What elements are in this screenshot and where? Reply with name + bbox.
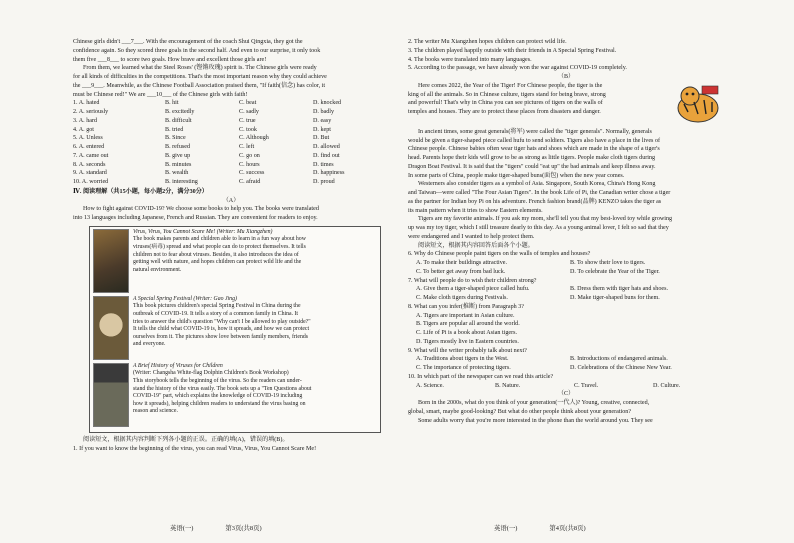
option: 8. A. seconds (73, 161, 106, 168)
question-block (408, 347, 724, 373)
cloze-line: confidence again. So they scored three goals in the second half. And even to our surprise, it only took (73, 47, 321, 54)
cloze-line: them five ___8___ to score two goals. How brave and excellent those girls are! (73, 56, 267, 63)
passage-line: Born in the 2000s, what do you think of your generation(一代人)? Young, creative, connected, (418, 400, 650, 406)
intro-line: How to fight against COVID-19? We choose some books to help you. The books were translated (83, 206, 319, 213)
option: D. easy (313, 117, 332, 124)
option: 9. A. standard (73, 170, 107, 177)
passage-line: head. Parents hope their kids will grow to be as strong as little tigers. People make cloth tigers during (408, 155, 656, 161)
option: D. Culture. (653, 382, 681, 389)
book-line: children not to fear about viruses. Besides, it also introduces the idea of (133, 251, 299, 258)
option: B. hit (165, 100, 179, 107)
page-footer-left: 英语(一) 第3页(共8页) (170, 525, 262, 532)
option: D. Tigers mostly live in Eastern countries. (416, 338, 519, 345)
passage-line: In ancient times, some great generals(将军) were called the "tiger generals". Normally, generals (418, 128, 652, 135)
option: B. Tigers are popular all around the world. (416, 321, 520, 328)
option: C. hours (239, 161, 260, 168)
option: D. knocked (313, 100, 342, 107)
book-cover-image (93, 296, 129, 360)
cloze-line: the ___9___. Meanwhile, as the Chinese Football Association praised them, "If faith(信念) has color, it (73, 82, 326, 89)
book-line: viruses(病毒) spread and what people can do to protect themselves. It tells (133, 243, 306, 250)
passage-line: king of all the animals. So in Chinese culture, tigers stand for being brave, strong (408, 91, 606, 98)
cloze-options (73, 99, 389, 187)
option-row (73, 99, 389, 108)
tiger-illustration (672, 82, 724, 126)
option: B. excitedly (165, 109, 195, 115)
passage-line: Westerners also consider tigers as a symbol of Asia. Singapore, South Korea, China's Hong Kong (418, 181, 656, 188)
book-line: COVID-19" part, which explains the knowledge of COVID-19 including (133, 393, 303, 400)
book-entry (93, 229, 377, 293)
option: C. sadly (239, 109, 259, 115)
passage-line: Chinese people. Chinese babies often wear tiger hats and shoes which are made in the shape of a tiger's (408, 146, 660, 153)
passage-line: up was my toy tiger, which I still treasure dearly to this day. As a young animal lover, I felt so sad that they (408, 225, 669, 231)
option: A. Give them a tiger-shaped piece called hufu. (416, 286, 530, 293)
cloze-passage (73, 38, 389, 99)
option: 6. A. entered (73, 144, 105, 150)
option-row (73, 143, 389, 152)
right-page (408, 38, 724, 425)
question: 7. What will people do to wish their children strong? (408, 277, 537, 284)
book-line: The book makes parents and children able to learn in a fun way about how (133, 236, 306, 243)
passage-b (408, 82, 724, 242)
option: D. badly (313, 109, 334, 115)
passage-line: as the partner for Indian boy Pi on his adventure. French fashion brand(品牌) KENZO takes the tiger as (408, 198, 662, 205)
option-row (73, 126, 389, 135)
option: 7. A. came out (73, 152, 109, 159)
cloze-line: Chinese girls didn't ___7___. With the encouragement of the coach Shui Qingxia, they got the (73, 39, 303, 45)
book-title: Virus, Virus, You Cannot Scare Me! (Writer: Mu Xiangzhen) (133, 228, 273, 235)
option: C. Life of Pi is a book about Asian tigers. (416, 330, 518, 336)
book-line: This storybook tells the beginning of the virus. So the readers can under- (133, 377, 302, 384)
option: C. true (239, 117, 256, 124)
section-label: （C） (557, 391, 575, 398)
option-row (73, 117, 389, 126)
left-page (73, 38, 389, 453)
option: 3. A. hard (73, 117, 98, 124)
book-entry (93, 363, 377, 427)
option: C. Although (239, 135, 269, 142)
option: B. Dress them with tiger hats and shoes. (570, 286, 668, 293)
option: B. Since (165, 135, 186, 142)
passage-line: In some parts of China, people make tiger-shaped buns(面包) when the new year comes. (408, 172, 625, 179)
question: 6. Why do Chinese people paint tigers on the walls of temples and houses? (408, 251, 591, 258)
section-label: （A） (222, 197, 240, 204)
statement: 2. The writer Mu Xiangzhen hopes children can protect wild life. (408, 39, 567, 45)
passage-line: its main pattern when it tries to show Eastern elements. (408, 207, 543, 214)
page-footer-right: 英语(一) 第4页(共8页) (494, 525, 586, 532)
passage-line: Some adults worry that you're more interested in the phone than the world around you. They see (418, 417, 653, 424)
option-row (73, 108, 389, 117)
option: C. go on (239, 152, 260, 159)
option: D. To celebrate the Year of the Tiger. (570, 268, 660, 275)
option: A. To make their buildings attractive. (416, 260, 508, 266)
option: A. Tigers are important in Asian culture. (416, 312, 515, 319)
option-row (73, 134, 389, 143)
option: 1. A. hated (73, 100, 100, 107)
question-block (408, 277, 724, 303)
section-label: （B） (557, 74, 575, 80)
passage-line: global, smart, maybe good-looking? But what do other people think about your generation? (408, 408, 632, 415)
passage-line: Tigers are my favorite animals. If you ask my mom, she'll tell you that my best-loved toy while growing (418, 216, 673, 223)
passage-line: temples and houses. They are to protect these places from disasters and danger. (408, 109, 601, 115)
option: A. Traditions about tigers in the West. (416, 356, 509, 363)
option: C. Make cloth tigers during Festivals. (416, 295, 508, 301)
option: B. minutes (165, 161, 192, 168)
option: D. Make tiger-shaped buns for them. (570, 295, 660, 301)
book-line: (Writer: Changsha White-flag Dolphin Children's Book Workshop) (133, 370, 289, 377)
option: B. Nature. (495, 382, 521, 389)
question: 1. If you want to know the beginning of the virus, you can read Virus, Virus, You Cannot Scare Me! (73, 445, 317, 452)
passage-line: would be given a tiger-shaped piece called hufu to send soldiers. Tigers also have a place in the lives of (408, 137, 661, 144)
passage-line: and powerful! That's why in China you can see pictures of tigers on the walls of (408, 100, 603, 107)
option: 2. A. seriously (73, 109, 109, 115)
passage-line: and Taiwan—were called "The Four Asian Tigers". In the book Life of Pi, the Canadian writer chose a tiger (408, 190, 671, 196)
option: B. difficult (165, 117, 192, 124)
option: C. afraid (239, 179, 261, 185)
section-title: Ⅳ. 阅读理解（共15小题，每小题2分，满分30分） (73, 188, 208, 195)
option: C. beat (239, 100, 257, 107)
question-block (408, 373, 724, 391)
option: C. To better get away from bad luck. (416, 268, 506, 275)
option: B. wealth (165, 170, 189, 177)
option-row (73, 178, 389, 187)
book-title: A Brief History of Viruses for Children (133, 362, 223, 369)
option: B. interesting (165, 179, 198, 185)
question: 8. What can you infer(推断) from Paragraph 3? (408, 303, 524, 310)
book-line: stand the history of the virus easily. The book sets up a "Ten Questions about (133, 385, 312, 392)
book-list-box (89, 226, 381, 433)
intro-line: into 13 languages including Japanese, French and Russian. They are convenient for readers to enjoy. (73, 215, 318, 221)
option: C. success (239, 170, 265, 177)
option: 10. A. worried (73, 179, 109, 185)
option: C. took (239, 126, 257, 133)
book-line: and everyone. (133, 341, 166, 348)
book-line: This book pictures children's special Spring Festival in China during the (133, 303, 301, 310)
option: 4. A. got (73, 126, 94, 133)
question: 9. What will the writer probably talk about next? (408, 347, 527, 354)
option: A. Science. (416, 382, 444, 389)
option-row (73, 169, 389, 178)
option: D. kept (313, 126, 331, 133)
option: D. Celebrations of the Chinese New Year. (570, 365, 672, 371)
option: D. times (313, 161, 334, 168)
book-line: outbreak of COVID-19. It tells a story of a common family in China. It (133, 310, 299, 317)
option: D. allowed (313, 144, 340, 150)
book-line: It tells the child what COVID-19 is, how it spreads, and how we can protect (133, 326, 310, 333)
option-row (73, 152, 389, 161)
option: C. left (239, 144, 255, 150)
instruction: 阅读短文，根据其内容判断下列各小题的正误。正确的填(A)，错误的填(B)。 (83, 436, 289, 443)
option: B. To show their love to tigers. (570, 260, 646, 266)
passage-line: Dragon Boat Festival. It is said that the "tigers" could "eat up" the bad animals and keep illness away. (408, 163, 656, 170)
option: B. refused (165, 144, 191, 150)
cloze-line: From them, we learned what the Steel Roses' (铿锵玫瑰) spirit is. The Chinese girls were ready (83, 65, 317, 72)
passage-line: were endangered and I wanted to help protect them. (408, 233, 535, 240)
option-row (73, 161, 389, 170)
book-line: tries to answer the child's question "Why can't I be allowed to play outside?" (133, 318, 311, 325)
option: D. proud (313, 179, 335, 185)
book-line: how it spreads), helping children readers to understand the virus basing on (133, 400, 306, 407)
option: C. Travel. (574, 382, 599, 389)
book-cover-image (93, 363, 129, 427)
statement: 5. According to the passage, we have already won the war against COVID-19 completely. (408, 65, 627, 72)
book-line: natural environment. (133, 266, 182, 273)
book-line: getting well with nature, and hopes children can protect wild life and the (133, 259, 302, 266)
book-title: A Special Spring Festival (Writer: Gao Jing) (133, 295, 237, 302)
option: D. find out (313, 152, 340, 159)
option: C. The importance of protecting tigers. (416, 365, 511, 371)
book-line: ourselves from it. The pictures show love between family members, friends (133, 333, 309, 340)
question: 10. In which part of the newspaper can we read this article? (408, 373, 554, 380)
book-line: reason and science. (133, 408, 178, 415)
cloze-line: must be Chinese red!" We are ___10___ of the Chinese girls with faith! (73, 91, 248, 98)
book-cover-image (93, 229, 129, 293)
book-entry (93, 296, 377, 360)
statement: 3. The children played happily outside with their friends in A Special Spring Festival. (408, 47, 617, 54)
option: D. But (313, 135, 330, 142)
cloze-line: for all kinds of difficulties in the competitions. That's the most important reason why they could achieve (73, 74, 327, 80)
statement: 4. The books were translated into many languages. (408, 56, 532, 63)
option: B. tried (165, 126, 184, 133)
option: D. happiness (313, 170, 345, 177)
option: B. give up (165, 152, 191, 159)
question-block (408, 303, 724, 347)
question-block (408, 250, 724, 276)
option: 5. A. Unless (73, 135, 103, 142)
instruction: 阅读短文，根据其内容回答后面各个小题。 (418, 242, 534, 249)
option: B. Introductions of endangered animals. (570, 356, 668, 363)
passage-line: Here comes 2022, the Year of the Tiger! For Chinese people, the tiger is the (418, 82, 603, 89)
